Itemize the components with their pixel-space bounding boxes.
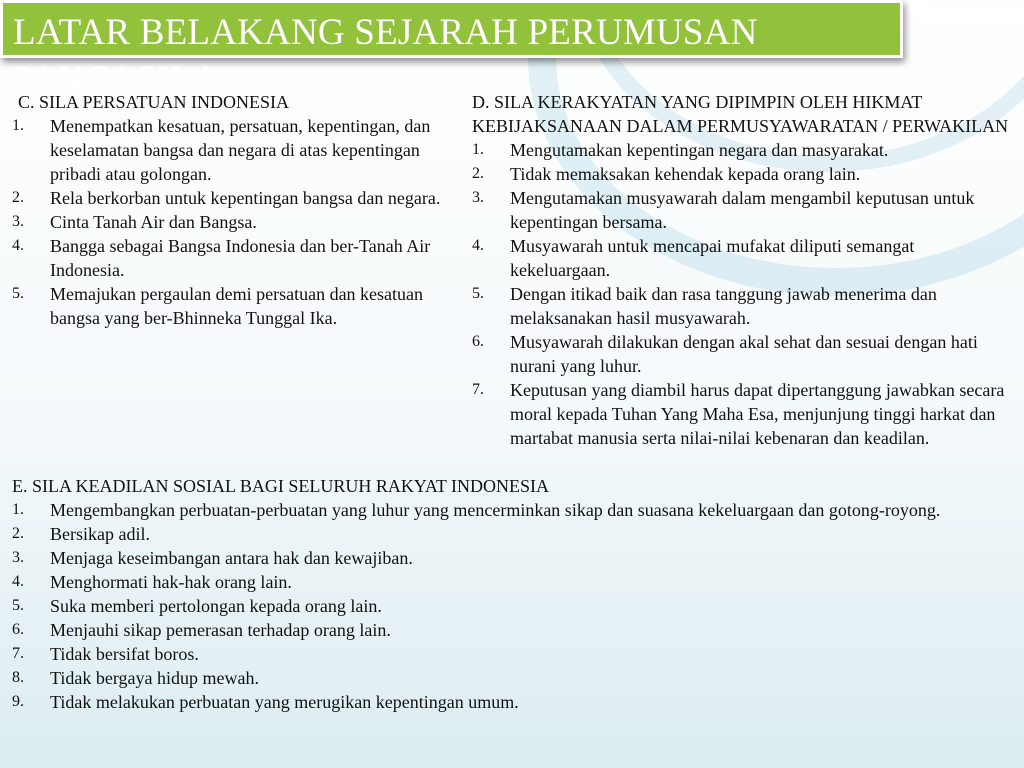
list-item-text: Tidak bergaya hidup mewah.	[50, 668, 259, 688]
sila-c-section	[12, 90, 442, 330]
list-item	[472, 138, 1017, 162]
list-item-number: 3.	[12, 549, 24, 566]
list-item-number: 5.	[12, 597, 24, 614]
list-item	[12, 522, 1012, 546]
list-item-number: 2.	[12, 525, 24, 542]
sila-e-list	[12, 498, 1012, 714]
sila-d-heading: D. SILA KERAKYATAN YANG DIPIMPIN OLEH HIKMAT KEBIJAKSANAAN DALAM PERMUSYAWARATAN / PERWAKILAN	[472, 92, 1009, 136]
sila-c-heading: C. SILA PERSATUAN INDONESIA	[18, 92, 290, 112]
list-item-text: Tidak memaksakan kehendak kepada orang lain.	[510, 164, 861, 184]
sila-e-section	[12, 474, 1012, 714]
list-item-text: Dengan itikad baik dan rasa tanggung jawab menerima dan melaksanakan hasil musyawarah.	[510, 284, 937, 328]
list-item-number: 7.	[472, 381, 484, 398]
list-item-text: Menjauhi sikap pemerasan terhadap orang lain.	[50, 620, 391, 640]
list-item-number: 4.	[12, 573, 24, 590]
list-item-number: 4.	[12, 237, 24, 254]
list-item-text: Mengutamakan musyawarah dalam mengambil keputusan untuk kepentingan bersama.	[510, 188, 975, 232]
list-item-text: Cinta Tanah Air dan Bangsa.	[50, 212, 257, 232]
list-item-number: 5.	[12, 285, 24, 302]
list-item-number: 8.	[12, 669, 24, 686]
list-item	[12, 594, 1012, 618]
list-item-text: Memajukan pergaulan demi persatuan dan kesatuan bangsa yang ber-Bhinneka Tunggal Ika.	[50, 284, 424, 328]
list-item-number: 3.	[472, 189, 484, 206]
sila-d-section	[472, 90, 1017, 450]
list-item	[12, 282, 442, 330]
list-item	[12, 546, 1012, 570]
list-item-text: Menjaga keseimbangan antara hak dan kewajiban.	[50, 548, 413, 568]
list-item-text: Mengutamakan kepentingan negara dan masyarakat.	[510, 140, 889, 160]
list-item-text: Menempatkan kesatuan, persatuan, kepentingan, dan keselamatan bangsa dan negara di atas kepentingan pribadi atau golongan.	[50, 116, 431, 184]
list-item	[472, 162, 1017, 186]
list-item	[12, 618, 1012, 642]
list-item	[12, 690, 1012, 714]
list-item-text: Bangga sebagai Bangsa Indonesia dan ber-Tanah Air Indonesia.	[50, 236, 431, 280]
list-item	[12, 642, 1012, 666]
sila-e-heading: E. SILA KEADILAN SOSIAL BAGI SELURUH RAKYAT INDONESIA	[12, 476, 549, 496]
list-item-number: 6.	[472, 333, 484, 350]
list-item-text: Musyawarah untuk mencapai mufakat diliputi semangat kekeluargaan.	[510, 236, 915, 280]
list-item	[12, 498, 1012, 522]
list-item-text: Keputusan yang diambil harus dapat dipertanggung jawabkan secara moral kepada Tuhan Yang Maha Esa, menjunjung tinggi harkat dan martabat manusia serta nilai-nilai kebenaran dan keadilan.	[510, 380, 1005, 448]
list-item-number: 6.	[12, 621, 24, 638]
list-item-text: Rela berkorban untuk kepentingan bangsa dan negara.	[50, 188, 441, 208]
list-item-text: Musyawarah dilakukan dengan akal sehat dan sesuai dengan hati nurani yang luhur.	[510, 332, 978, 376]
list-item-text: Menghormati hak-hak orang lain.	[50, 572, 292, 592]
list-item-number: 2.	[12, 189, 24, 206]
list-item-number: 1.	[12, 117, 24, 134]
sila-c-list	[12, 114, 442, 330]
list-item	[472, 330, 1017, 378]
list-item-text: Bersikap adil.	[50, 524, 150, 544]
list-item	[12, 186, 442, 210]
list-item-number: 7.	[12, 645, 24, 662]
slide-title: LATAR BELAKANG SEJARAH PERUMUSAN PANCASILA	[13, 12, 758, 100]
sila-d-list	[472, 138, 1017, 450]
list-item	[12, 210, 442, 234]
list-item	[472, 282, 1017, 330]
list-item-number: 1.	[472, 141, 484, 158]
list-item-text: Suka memberi pertolongan kepada orang lain.	[50, 596, 382, 616]
list-item	[12, 570, 1012, 594]
list-item-number: 5.	[472, 285, 484, 302]
list-item-text: Tidak bersifat boros.	[50, 644, 199, 664]
list-item-number: 4.	[472, 237, 484, 254]
list-item	[12, 114, 442, 186]
list-item	[12, 666, 1012, 690]
list-item-number: 3.	[12, 213, 24, 230]
list-item-text: Tidak melakukan perbuatan yang merugikan kepentingan umum.	[50, 692, 519, 712]
list-item	[472, 234, 1017, 282]
title-bar	[0, 0, 903, 100]
list-item-number: 9.	[12, 693, 24, 710]
list-item	[472, 186, 1017, 234]
list-item	[472, 378, 1017, 450]
list-item-number: 1.	[12, 501, 24, 518]
list-item	[12, 234, 442, 282]
list-item-number: 2.	[472, 165, 484, 182]
list-item-text: Mengembangkan perbuatan-perbuatan yang luhur yang mencerminkan sikap dan suasana kekeluargaan dan gotong-royong.	[50, 500, 941, 520]
